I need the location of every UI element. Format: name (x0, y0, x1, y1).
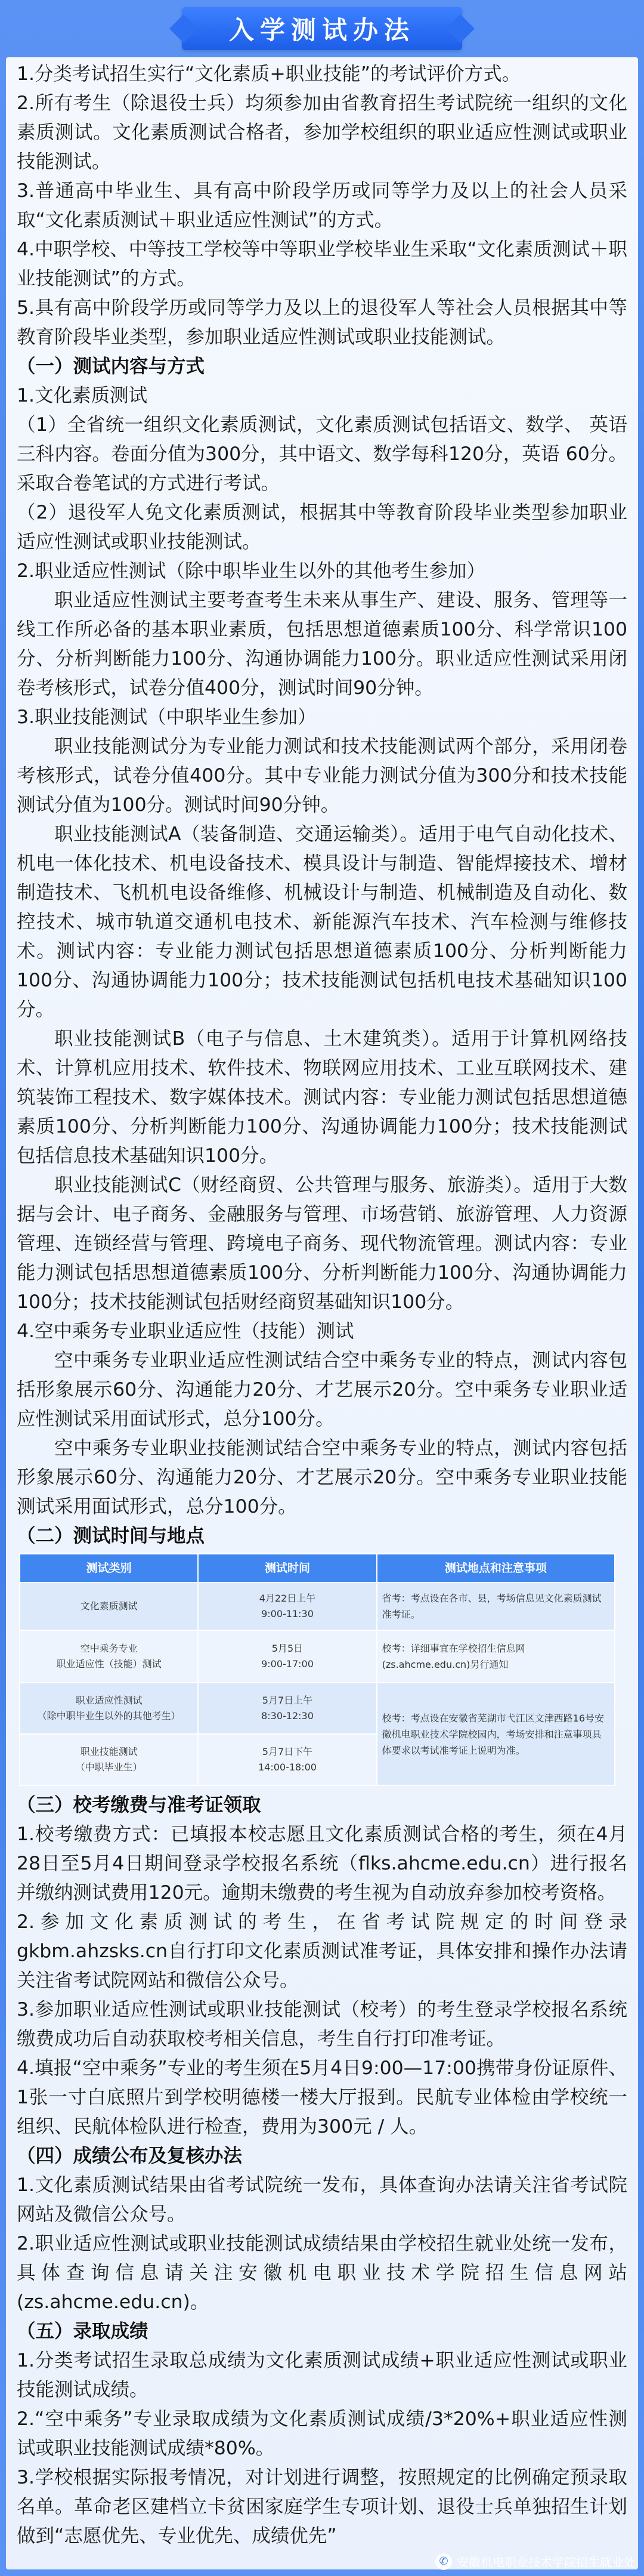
section-heading-fee: （三）校考缴费与准考证领取 (17, 1794, 261, 1816)
time-date: 5月7日上午 (262, 1695, 313, 1706)
table-cell-category: 职业技能测试 （中职毕业生） (20, 1734, 198, 1785)
schedule-table (19, 1553, 615, 1786)
section-heading-results: （四）成绩公布及复核办法 (17, 2145, 243, 2167)
admission-item-2: 2.“空中乘务”专业录取成绩为文化素质测试成绩/3*20%+职业适应性测试或职业技能测试成绩*80%。 (17, 2408, 627, 2459)
table-row (20, 1683, 615, 1734)
results-item-2: 2.职业适应性测试或职业技能测试成绩结果由学校招生就业处统一发布，具体查询信息请关注安徽机电职业技术学院招生信息网站(zs.ahcme.edu.cn)。 (17, 2233, 627, 2313)
time-range: 8:30-12:30 (261, 1710, 314, 1722)
fee-item-2: 2.参加文化素质测试的考生，在省考试院规定的时间登录gkbm.ahzsks.cn自行打印文化素质测试准考证，具体安排和操作办法请关注省考试院网站和微信公众号。 (17, 1911, 627, 1991)
column-header-category: 测试类别 (20, 1554, 198, 1582)
table-cell-category: 文化素质测试 (20, 1582, 198, 1630)
intro-item-3: 3.普通高中毕业生、具有高中阶段学历或同等学力及以上的社会人员采取“文化素质测试＋职业适应性测试”的方式。 (17, 180, 627, 231)
page-title: 入学测试办法 (228, 16, 415, 45)
title-banner (182, 7, 462, 50)
table-cell-note: 校考：考点设在安徽省芜湖市弋江区文津西路16号安徽机电职业技术学院校园内，考场安排和注意事项具体要求以考试准考证上说明为准。 (377, 1683, 615, 1785)
fee-item-4: 4.填报“空中乘务”专业的考生须在5月4日9:00—17:00携带身份证原件、1张一寸白底照片到学校明德楼一楼大厅报到。民航专业体检由学校统一组织、民航体检队进行检查，费用为300元 / 人。 (17, 2057, 627, 2137)
table-cell-time (198, 1734, 376, 1785)
column-header-time: 测试时间 (198, 1554, 376, 1582)
wechat-icon: ✆ (435, 2553, 452, 2570)
aptitude-test-title: 2.职业适应性测试（除中职毕业生以外的其他考生参加） (17, 560, 486, 582)
intro-item-2: 2.所有考生（除退役士兵）均须参加由省教育招生考试院统一组织的文化素质测试。文化素质测试合格者，参加学校组织的职业适应性测试或职业技能测试。 (17, 92, 627, 172)
section-heading-content: （一）测试内容与方式 (17, 356, 205, 377)
flight-attendant-skill: 空中乘务专业职业技能测试结合空中乘务专业的特点，测试内容包括形象展示60分、沟通能力20分、才艺展示20分。空中乘务专业职业技能测试采用面试形式，总分100分。 (17, 1437, 627, 1517)
intro-item-1: 1.分类考试招生实行“文化素质+职业技能”的考试评价方式。 (17, 63, 521, 85)
schedule-table-header (20, 1554, 615, 1582)
culture-test-item-1: （1）全省统一组织文化素质测试，文化素质测试包括语文、数学、 英语三科内容。卷面分值为300分，其中语文、数学每科120分，英语 60分。采取合卷笔试的方式进行考试。 (17, 414, 627, 494)
skill-test-b: 职业技能测试B（电子与信息、土木建筑类）。适用于计算机网络技术、计算机应用技术、软件技术、物联网应用技术、工业互联网技术、建筑装饰工程技术、数字媒体技术。测试内容：专业能力测试包括思想道德素质100分、分析判断能力100分、沟通协调能力100分；技术技能测试包括信息技术基础知识100分。 (17, 1028, 627, 1167)
column-header-location: 测试地点和注意事项 (377, 1554, 615, 1582)
intro-item-4: 4.中职学校、中等技工学校等中等职业学校毕业生采取“文化素质测试＋职业技能测试”的方式。 (17, 239, 627, 289)
table-cell-time (198, 1582, 376, 1630)
content-card (6, 57, 638, 2569)
time-range: 14:00-18:00 (258, 1761, 317, 1773)
time-date: 4月22日上午 (259, 1593, 316, 1604)
culture-test-item-2: （2）退役军人免文化素质测试，根据其中等教育阶段毕业类型参加职业适应性测试或职业技能测试。 (17, 502, 627, 553)
table-cell-time (198, 1630, 376, 1683)
fee-item-1: 1.校考缴费方式：已填报本校志愿且文化素质测试合格的考生，须在4月28日至5月4日期间登录学校报名系统（flks.ahcme.edu.cn）进行报名并缴纳测试费用120元。逾期未缴费的考生视为自动放弃参加校考资格。 (17, 1824, 627, 1904)
watermark (435, 2553, 636, 2570)
time-range: 9:00-11:30 (261, 1608, 314, 1619)
results-item-1: 1.文化素质测试结果由省考试院统一发布，具体查询办法请关注省考试院网站及微信公众号。 (17, 2174, 627, 2225)
skill-test-a: 职业技能测试A（装备制造、交通运输类）。适用于电气自动化技术、机电一体化技术、机电设备技术、模具设计与制造、智能焊接技术、增材制造技术、飞机机电设备维修、机械设计与制造、机械制造及自动化、数控技术、城市轨道交通机电技术、新能源汽车技术、汽车检测与维修技术。测试内容：专业能力测试包括思想道德素质100分、分析判断能力100分、沟通协调能力100分；技术技能测试包括机电技术基础知识100分。 (17, 823, 627, 1020)
watermark-text: 安徽机电职业技术学院招生就业处 (457, 2555, 636, 2569)
flight-attendant-aptitude: 空中乘务专业职业适应性测试结合空中乘务专业的特点，测试内容包括形象展示60分、沟通能力20分、才艺展示20分。空中乘务专业职业适应性测试采用面试形式，总分100分。 (17, 1350, 627, 1430)
section-heading-schedule: （二）测试时间与地点 (17, 1525, 205, 1547)
table-row (20, 1630, 615, 1683)
admission-item-1: 1.分类考试招生录取总成绩为文化素质测试成绩+职业适应性测试或职业技能测试成绩。 (17, 2350, 627, 2401)
table-cell-note: 省考：考点设在各市、县，考场信息见文化素质测试准考证。 (377, 1582, 615, 1630)
time-date: 5月5日 (271, 1643, 304, 1654)
skill-test-title: 3.职业技能测试（中职毕业生参加） (17, 707, 317, 728)
admission-item-3: 3.学校根据实际报考情况，对计划进行调整，按照规定的比例确定预录取名单。革命老区建档立卡贫困家庭学生专项计划、退役士兵单独招生计划做到“志愿优先、专业优先、成绩优先” (17, 2467, 627, 2547)
skill-test-c: 职业技能测试C（财经商贸、公共管理与服务、旅游类）。适用于大数据与会计、电子商务、金融服务与管理、市场营销、旅游管理、人力资源管理、连锁经营与管理、跨境电子商务、现代物流管理。测试内容：专业能力测试包括思想道德素质100分、分析判断能力100分、沟通协调能力100分；技术技能测试包括财经商贸基础知识100分。 (17, 1174, 627, 1313)
table-cell-note: 校考：详细事宜在学校招生信息网(zs.ahcme.edu.cn)另行通知 (377, 1630, 615, 1683)
table-cell-category: 职业适应性测试 （除中职毕业生以外的其他考生） (20, 1683, 198, 1734)
culture-test-title: 1.文化素质测试 (17, 385, 148, 406)
flight-attendant-test-title: 4.空中乘务专业职业适应性（技能）测试 (17, 1321, 354, 1342)
fee-item-3: 3.参加职业适应性测试或职业技能测试（校考）的考生登录学校报名系统缴费成功后自动获取校考相关信息，考生自行打印准考证。 (17, 1999, 627, 2050)
skill-test-desc: 职业技能测试分为专业能力测试和技术技能测试两个部分，采用闭卷考核形式，试卷分值400分。其中专业能力测试分值为300分和技术技能测试分值为100分。测试时间90分钟。 (17, 736, 627, 816)
time-range: 9:00-17:00 (261, 1658, 314, 1670)
title-banner-wrap (0, 0, 644, 57)
section-heading-admission: （五）录取成绩 (17, 2321, 148, 2342)
table-cell-time (198, 1683, 376, 1734)
intro-item-5: 5.具有高中阶段学历或同等学力及以上的退役军人等社会人员根据其中等教育阶段毕业类型，参加职业适应性测试或职业技能测试。 (17, 297, 627, 348)
aptitude-test-desc: 职业适应性测试主要考查考生未来从事生产、建设、服务、管理等一线工作所必备的基本职业素质，包括思想道德素质100分、科学常识100分、分析判断能力100分、沟通协调能力100分。职业适应性测试采用闭卷考核形式，试卷分值400分，测试时间90分钟。 (17, 590, 627, 699)
time-date: 5月7日下午 (262, 1746, 313, 1757)
table-cell-category: 空中乘务专业 职业适应性（技能）测试 (20, 1630, 198, 1683)
table-row (20, 1582, 615, 1630)
